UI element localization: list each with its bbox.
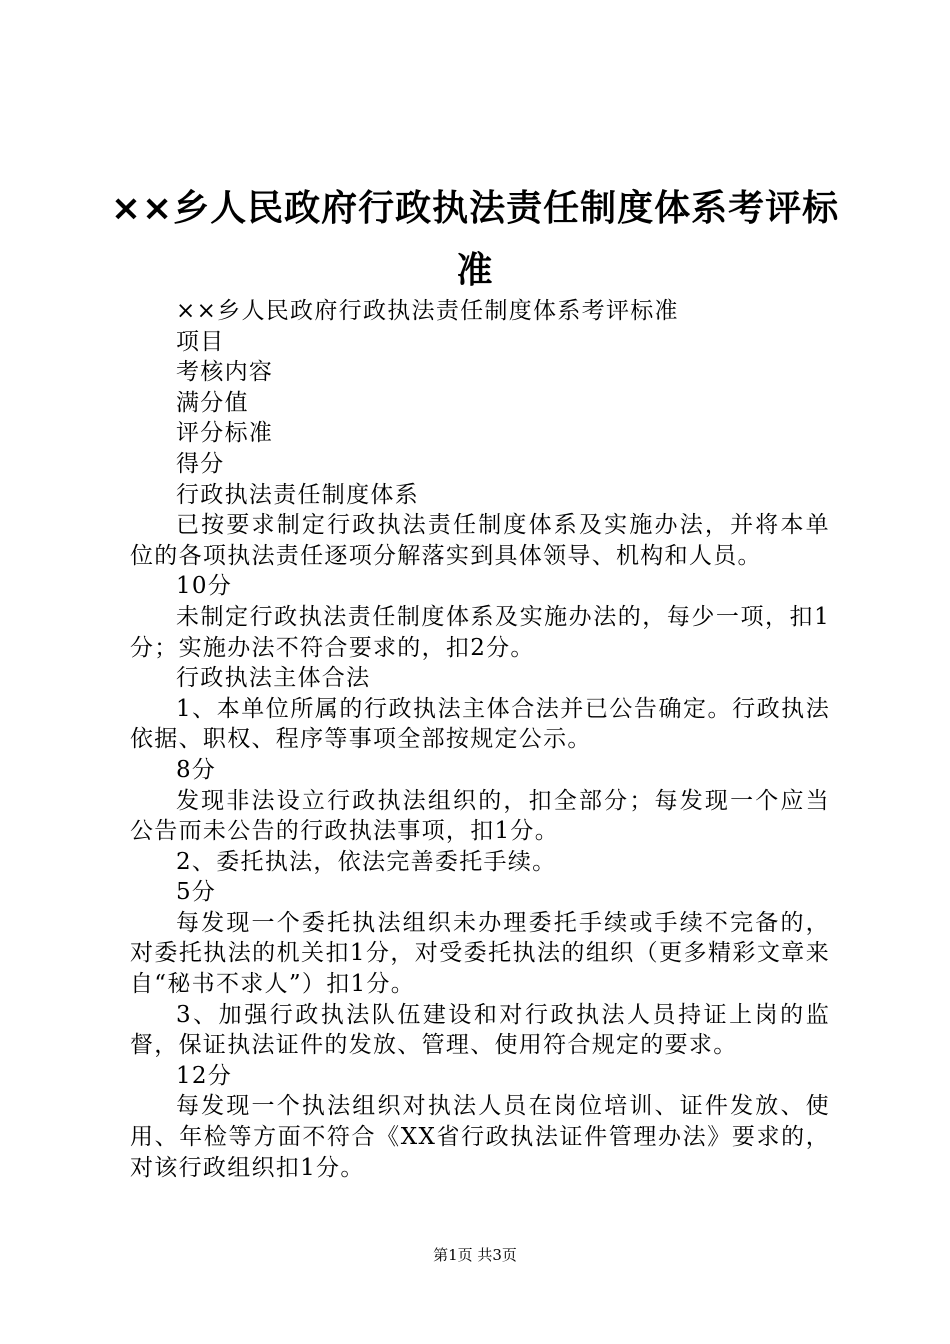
paragraph: 12分	[176, 1062, 233, 1089]
paragraph: 已按要求制定行政执法责任制度体系及实施办法，并将本单位的各项执法责任逐项分解落实到具体领导、机构和人员。	[130, 512, 830, 569]
paragraph: 得分	[176, 450, 225, 477]
page-number-footer: 第1页 共3页	[433, 1246, 517, 1264]
paragraph: 项目	[176, 328, 225, 355]
document-body	[130, 296, 830, 1183]
paragraph: 评分标准	[176, 420, 274, 447]
paragraph: ××乡人民政府行政执法责任制度体系考评标准	[176, 298, 679, 324]
paragraph: 5分	[176, 879, 217, 906]
document-title: ××乡人民政府行政执法责任制度体系考评标准	[110, 188, 840, 291]
paragraph: 发现非法设立行政执法组织的，扣全部分；每发现一个应当公告而未公告的行政执法事项，扣1分。	[130, 787, 830, 845]
paragraph: 8分	[176, 756, 217, 783]
paragraph: 每发现一个委托执法组织未办理委托手续或手续不完备的，对委托执法的机关扣1分，对受委托执法的组织（更多精彩文章来自“秘书不求人”）扣1分。	[130, 909, 830, 998]
paragraph: 行政执法主体合法	[176, 665, 371, 692]
paragraph: 满分值	[176, 389, 249, 416]
paragraph: 1、本单位所属的行政执法主体合法并已公告确定。行政执法依据、职权、程序等事项全部按规定公示。	[130, 695, 830, 753]
paragraph: 未制定行政执法责任制度体系及实施办法的，每少一项，扣1分；实施办法不符合要求的，扣2分。	[130, 603, 830, 661]
paragraph: 每发现一个执法组织对执法人员在岗位培训、证件发放、使用、年检等方面不符合《XX省行政执法证件管理办法》要求的，对该行政组织扣1分。	[130, 1093, 830, 1181]
paragraph: 考核内容	[176, 359, 274, 386]
paragraph: 行政执法责任制度体系	[176, 481, 419, 508]
paragraph: 3、加强行政执法队伍建设和对行政执法人员持证上岗的监督，保证执法证件的发放、管理、使用符合规定的要求。	[130, 1001, 830, 1059]
paragraph: 2、委托执法，依法完善委托手续。	[176, 848, 557, 875]
paragraph: 10分	[176, 573, 233, 600]
